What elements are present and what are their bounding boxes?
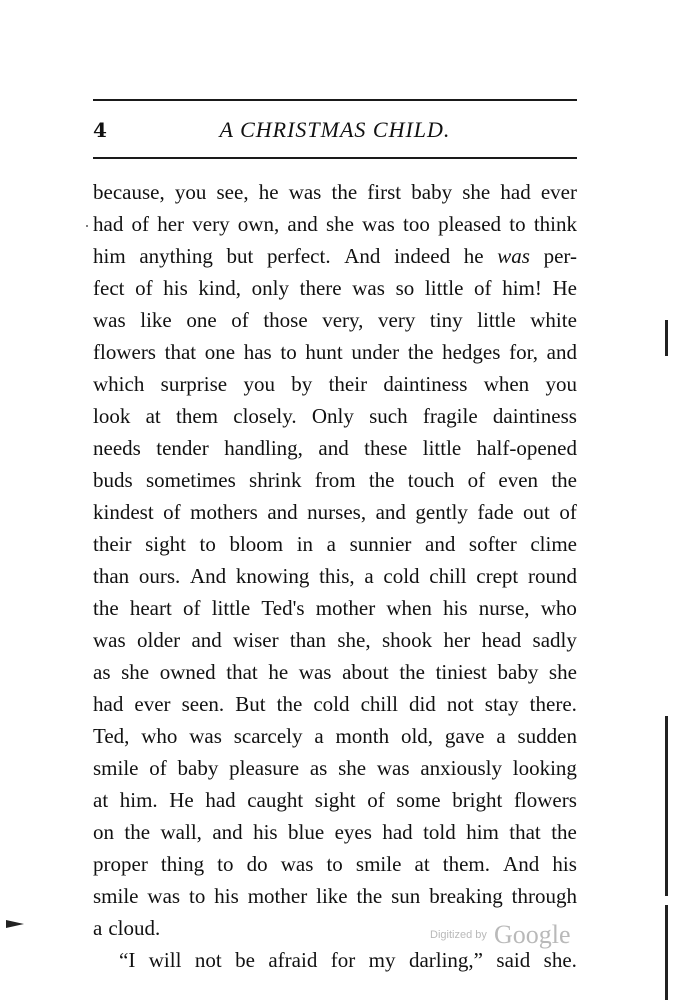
word: was xyxy=(93,628,126,652)
word: of xyxy=(559,500,577,524)
word: had xyxy=(382,820,413,844)
word: a xyxy=(93,916,103,940)
word: eyes xyxy=(334,820,372,844)
word: such xyxy=(369,404,408,428)
word: He xyxy=(552,276,577,300)
word: very, xyxy=(322,308,364,332)
word: nurse, xyxy=(478,596,530,620)
word: from xyxy=(314,468,356,492)
word: of xyxy=(135,276,153,300)
word: sight xyxy=(145,532,186,556)
word: very xyxy=(192,212,230,236)
word: than xyxy=(289,628,327,652)
word: own, xyxy=(237,212,280,236)
word: kindest xyxy=(93,500,154,524)
text-line xyxy=(93,624,577,656)
text-line xyxy=(93,208,577,240)
word: and xyxy=(212,820,243,844)
word: that xyxy=(509,820,541,844)
word: surprise xyxy=(160,372,228,396)
word: wiser xyxy=(233,628,279,652)
word: anything xyxy=(139,244,213,268)
word: mother xyxy=(247,884,308,908)
word: of xyxy=(149,756,167,780)
word: that xyxy=(226,660,258,684)
word: looking xyxy=(512,756,577,780)
word: “I xyxy=(119,948,136,972)
word: proper xyxy=(93,852,148,876)
word: was xyxy=(352,276,385,300)
word: for, xyxy=(509,340,538,364)
watermark-brand: Google xyxy=(493,920,571,949)
word: round xyxy=(527,564,577,588)
word: flowers xyxy=(513,788,577,812)
text-line xyxy=(93,560,577,592)
word: was xyxy=(147,884,181,908)
word: one xyxy=(204,340,236,364)
word: pleasure xyxy=(229,756,300,780)
word: but xyxy=(226,244,254,268)
word: and xyxy=(375,500,406,524)
word: she. xyxy=(543,948,577,972)
word: told xyxy=(423,820,456,844)
word: was xyxy=(376,756,410,780)
word: too xyxy=(403,212,430,236)
word: perfect. xyxy=(267,244,331,268)
word: do xyxy=(246,852,268,876)
word: Ted, xyxy=(93,724,130,748)
text-line xyxy=(93,784,577,816)
word: cloud. xyxy=(108,916,161,940)
word: of xyxy=(183,596,201,620)
word: gave xyxy=(444,724,485,748)
word: tender xyxy=(156,436,209,460)
header-rule-bottom xyxy=(93,157,577,159)
word: he xyxy=(463,244,484,268)
word: on xyxy=(93,820,114,844)
word: in xyxy=(296,532,314,556)
text-line xyxy=(93,752,577,784)
word: cold xyxy=(383,564,420,588)
word: his xyxy=(443,596,468,620)
word: them xyxy=(176,404,218,428)
word: when xyxy=(483,372,530,396)
word: was xyxy=(298,660,332,684)
word: and xyxy=(191,628,222,652)
word: a xyxy=(364,564,374,588)
word: think xyxy=(533,212,577,236)
word: fect xyxy=(93,276,125,300)
word: she, xyxy=(337,628,371,652)
word: touch xyxy=(407,468,455,492)
word: kind, xyxy=(198,276,242,300)
text-line xyxy=(93,176,577,208)
word: baby xyxy=(411,180,453,204)
word: him xyxy=(466,820,499,844)
word: needs xyxy=(93,436,141,460)
word: him! xyxy=(502,276,542,300)
word: caught xyxy=(247,788,304,812)
word: to xyxy=(217,852,234,876)
word: be xyxy=(235,948,255,972)
word: which xyxy=(93,372,145,396)
word: because, xyxy=(93,180,165,204)
word: one xyxy=(186,308,217,332)
word: fragile xyxy=(422,404,478,428)
word: half-opened xyxy=(476,436,577,460)
word: you xyxy=(545,372,577,396)
word: scarcely xyxy=(233,724,303,748)
text-line xyxy=(93,272,577,304)
word: there xyxy=(299,276,342,300)
word: who xyxy=(141,724,178,748)
word: ever xyxy=(134,692,171,716)
word: his xyxy=(253,820,278,844)
word: And xyxy=(503,852,540,876)
text-line xyxy=(93,880,577,912)
word: out xyxy=(523,500,550,524)
margin-arrow-mark xyxy=(6,920,24,928)
word: he xyxy=(268,660,289,684)
word: at xyxy=(145,404,161,428)
text-line xyxy=(93,496,577,528)
word: ours. xyxy=(138,564,181,588)
digitized-watermark xyxy=(430,920,571,950)
word: baby xyxy=(497,660,539,684)
word: fade xyxy=(477,500,514,524)
page-number: 4 xyxy=(93,118,107,142)
word: had xyxy=(93,212,124,236)
word: shrink xyxy=(249,468,302,492)
word: nurses, xyxy=(307,500,367,524)
word: mother xyxy=(315,596,376,620)
text-line xyxy=(93,528,577,560)
word: those xyxy=(263,308,308,332)
text-line xyxy=(93,688,577,720)
body-text xyxy=(93,176,577,976)
word: by xyxy=(291,372,313,396)
text-line xyxy=(93,464,577,496)
word: stay xyxy=(484,692,519,716)
word: a xyxy=(496,724,506,748)
word: of xyxy=(367,788,385,812)
word: flowers xyxy=(93,340,156,364)
word: very xyxy=(378,308,416,332)
word: old, xyxy=(400,724,434,748)
word: his xyxy=(552,852,577,876)
word: cold xyxy=(313,692,350,716)
word: and xyxy=(425,532,456,556)
word: than xyxy=(93,564,130,588)
word: was xyxy=(93,308,126,332)
word: sadly xyxy=(532,628,577,652)
word: some xyxy=(396,788,441,812)
word: as xyxy=(309,756,328,780)
word: closely. xyxy=(233,404,297,428)
word: her xyxy=(443,628,471,652)
word: daintiness xyxy=(492,404,577,428)
word: through xyxy=(511,884,577,908)
word: smile xyxy=(93,756,139,780)
word: was xyxy=(497,244,530,268)
word: wall, xyxy=(160,820,202,844)
word: she xyxy=(325,212,354,236)
word: about xyxy=(342,660,389,684)
word: Only xyxy=(311,404,354,428)
text-line xyxy=(93,336,577,368)
word: them. xyxy=(442,852,490,876)
word: mothers xyxy=(190,500,258,524)
word: the xyxy=(368,468,395,492)
word: But xyxy=(235,692,266,716)
word: only xyxy=(251,276,289,300)
word: the xyxy=(407,340,434,364)
word: she xyxy=(462,180,491,204)
word: He xyxy=(169,788,194,812)
word: to xyxy=(280,340,297,364)
word: sunnier xyxy=(349,532,412,556)
word: for xyxy=(330,948,356,972)
word: these xyxy=(364,436,408,460)
word: not xyxy=(446,692,474,716)
word: as xyxy=(93,660,111,684)
word: and xyxy=(546,340,577,364)
word: indeed xyxy=(394,244,451,268)
word: per- xyxy=(543,244,577,268)
word: white xyxy=(530,308,577,332)
word: that xyxy=(164,340,197,364)
word: my xyxy=(368,948,396,972)
word: heart xyxy=(129,596,172,620)
word: sight xyxy=(314,788,356,812)
word: to xyxy=(509,212,526,236)
text-line xyxy=(93,400,577,432)
running-title: A CHRISTMAS CHILD. xyxy=(219,117,451,142)
word: handling, xyxy=(224,436,303,460)
word: of xyxy=(474,276,492,300)
word: the xyxy=(124,820,151,844)
word: anxiously xyxy=(420,756,502,780)
word: see, xyxy=(216,180,249,204)
page-edge-marks xyxy=(665,320,669,1000)
word: who xyxy=(540,596,577,620)
word: at xyxy=(93,788,109,812)
word: older xyxy=(136,628,181,652)
word: was xyxy=(362,212,395,236)
word: blue xyxy=(288,820,325,844)
word: little xyxy=(211,596,251,620)
word: she xyxy=(121,660,150,684)
word: shook xyxy=(381,628,433,652)
word: softer xyxy=(468,532,517,556)
word: of xyxy=(131,212,150,236)
word: not xyxy=(194,948,222,972)
word: gently xyxy=(415,500,468,524)
text-line xyxy=(93,368,577,400)
word: smile xyxy=(355,852,402,876)
word: you xyxy=(174,180,207,204)
word: breaking xyxy=(429,884,503,908)
word: him. xyxy=(119,788,158,812)
word: has xyxy=(243,340,272,364)
word: little xyxy=(424,276,464,300)
word: his xyxy=(214,884,239,908)
word: and xyxy=(287,212,318,236)
word: like xyxy=(140,308,172,332)
word: buds xyxy=(93,468,133,492)
word: will xyxy=(148,948,182,972)
word: knowing xyxy=(235,564,310,588)
word: so xyxy=(395,276,415,300)
word: look xyxy=(93,404,131,428)
header-rule-top xyxy=(93,99,577,101)
word: there. xyxy=(529,692,577,716)
margin-speck xyxy=(86,225,88,227)
word: hedges xyxy=(442,340,501,364)
text-line xyxy=(93,240,577,272)
word: daintiness xyxy=(383,372,468,396)
word: a xyxy=(326,532,336,556)
word: did xyxy=(408,692,436,716)
word: had xyxy=(93,692,124,716)
word: sun xyxy=(391,884,421,908)
word: the xyxy=(551,468,577,492)
word: was xyxy=(189,724,222,748)
word: had xyxy=(500,180,531,204)
word: to xyxy=(189,884,206,908)
word: she xyxy=(548,660,577,684)
word: bright xyxy=(452,788,503,812)
word: a xyxy=(314,724,324,748)
word: crept xyxy=(476,564,519,588)
word: And xyxy=(189,564,227,588)
word: you xyxy=(243,372,275,396)
text-line xyxy=(93,816,577,848)
word: of xyxy=(467,468,486,492)
word: even xyxy=(498,468,539,492)
word: had xyxy=(205,788,236,812)
word: her xyxy=(157,212,185,236)
word: the xyxy=(551,820,577,844)
word: of xyxy=(231,308,249,332)
word: their xyxy=(328,372,368,396)
word: of xyxy=(163,500,181,524)
word: head xyxy=(481,628,522,652)
word: hunt xyxy=(305,340,343,364)
text-line xyxy=(93,720,577,752)
word: the xyxy=(356,884,383,908)
text-line xyxy=(93,592,577,624)
word: was xyxy=(280,852,314,876)
word: when xyxy=(386,596,432,620)
word: like xyxy=(316,884,348,908)
word: month xyxy=(335,724,390,748)
word: under xyxy=(351,340,400,364)
text-line xyxy=(93,656,577,688)
word: she xyxy=(338,756,367,780)
word: to xyxy=(199,532,216,556)
word: afraid xyxy=(268,948,318,972)
word: little xyxy=(477,308,516,332)
text-line xyxy=(93,848,577,880)
word: sometimes xyxy=(145,468,236,492)
word: sudden xyxy=(517,724,577,748)
word: chill xyxy=(429,564,467,588)
word: ever xyxy=(540,180,577,204)
word: the xyxy=(276,692,303,716)
word: bloom xyxy=(229,532,284,556)
word: And xyxy=(344,244,381,268)
word: he xyxy=(258,180,279,204)
word: little xyxy=(422,436,462,460)
word: him xyxy=(93,244,126,268)
word: the xyxy=(331,180,358,204)
word: pleased xyxy=(438,212,502,236)
word: clime xyxy=(530,532,577,556)
word: smile xyxy=(93,884,139,908)
word: his xyxy=(163,276,188,300)
word: baby xyxy=(177,756,219,780)
word: their xyxy=(93,532,132,556)
text-line xyxy=(93,304,577,336)
word: was xyxy=(288,180,322,204)
word: Ted's xyxy=(261,596,305,620)
word: at xyxy=(414,852,430,876)
watermark-prefix: Digitized by xyxy=(430,929,487,941)
word: and xyxy=(318,436,349,460)
word: chill xyxy=(360,692,398,716)
word: owned xyxy=(159,660,216,684)
word: the xyxy=(93,596,119,620)
word: said xyxy=(496,948,531,972)
word: thing xyxy=(160,852,205,876)
word: to xyxy=(326,852,343,876)
word: this, xyxy=(319,564,355,588)
text-line xyxy=(93,432,577,464)
word: seen. xyxy=(181,692,225,716)
word: first xyxy=(367,180,402,204)
word: and xyxy=(267,500,298,524)
word: tiny xyxy=(429,308,463,332)
word: the xyxy=(399,660,425,684)
word: tiniest xyxy=(435,660,487,684)
word: darling,” xyxy=(408,948,483,972)
